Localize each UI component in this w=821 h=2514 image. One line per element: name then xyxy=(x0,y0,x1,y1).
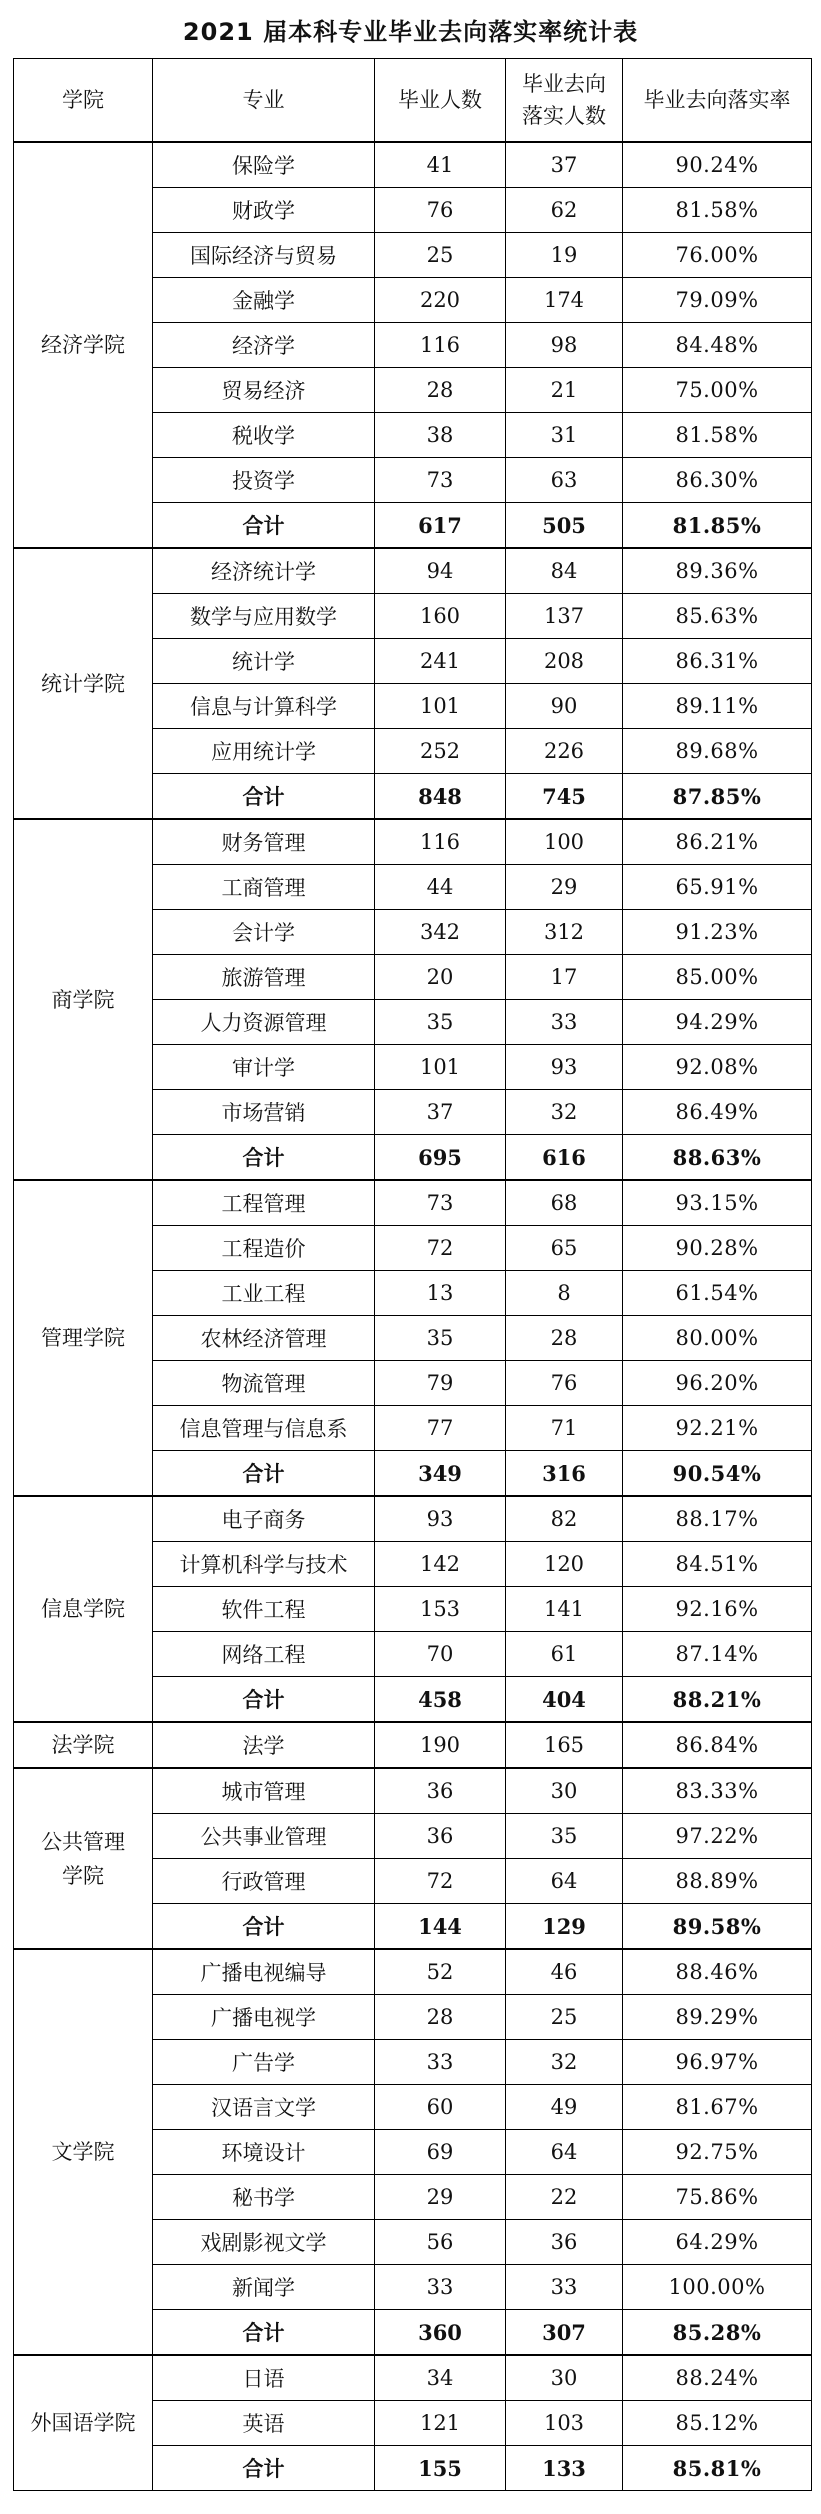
major-cell: 数学与应用数学 xyxy=(153,594,375,639)
rate-cell: 86.31% xyxy=(623,639,812,684)
table-row xyxy=(14,1722,812,1768)
rate-cell: 92.08% xyxy=(623,1045,812,1090)
placed-cell: 8 xyxy=(506,1271,623,1316)
placement-rate-table xyxy=(13,58,812,2491)
rate-cell: 89.36% xyxy=(623,548,812,594)
major-cell: 行政管理 xyxy=(153,1859,375,1904)
table-row xyxy=(14,2355,812,2401)
rate-cell: 61.54% xyxy=(623,1271,812,1316)
total-label: 合计 xyxy=(153,1451,375,1497)
rate-cell: 85.00% xyxy=(623,955,812,1000)
graduates-cell: 60 xyxy=(375,2085,506,2130)
total-label: 合计 xyxy=(153,774,375,820)
major-cell: 信息与计算科学 xyxy=(153,684,375,729)
graduates-cell: 121 xyxy=(375,2401,506,2446)
placed-cell: 90 xyxy=(506,684,623,729)
major-cell: 工程造价 xyxy=(153,1226,375,1271)
graduates-cell: 35 xyxy=(375,1316,506,1361)
rate-cell: 86.49% xyxy=(623,1090,812,1135)
placed-cell: 208 xyxy=(506,639,623,684)
rate-cell: 86.21% xyxy=(623,819,812,865)
major-cell: 经济统计学 xyxy=(153,548,375,594)
graduates-cell: 241 xyxy=(375,639,506,684)
graduates-cell: 94 xyxy=(375,548,506,594)
college-name-cell: 统计学院 xyxy=(14,548,153,819)
rate-cell: 100.00% xyxy=(623,2265,812,2310)
graduates-cell: 34 xyxy=(375,2355,506,2401)
placed-cell: 62 xyxy=(506,188,623,233)
placed-cell: 65 xyxy=(506,1226,623,1271)
rate-cell: 86.84% xyxy=(623,1722,812,1768)
rate-cell: 96.97% xyxy=(623,2040,812,2085)
major-cell: 财务管理 xyxy=(153,819,375,865)
major-cell: 广告学 xyxy=(153,2040,375,2085)
graduates-cell: 44 xyxy=(375,865,506,910)
header-placed-line2: 落实人数 xyxy=(522,104,606,128)
total-rate-cell: 81.85% xyxy=(623,503,812,549)
major-cell: 工业工程 xyxy=(153,1271,375,1316)
table-row xyxy=(14,142,812,188)
rate-cell: 81.58% xyxy=(623,188,812,233)
rate-cell: 76.00% xyxy=(623,233,812,278)
rate-cell: 90.24% xyxy=(623,142,812,188)
graduates-cell: 73 xyxy=(375,458,506,503)
header-graduates: 毕业人数 xyxy=(375,59,506,143)
major-cell: 国际经济与贸易 xyxy=(153,233,375,278)
table-row xyxy=(14,1496,812,1542)
total-graduates-cell: 848 xyxy=(375,774,506,820)
major-cell: 日语 xyxy=(153,2355,375,2401)
rate-cell: 85.63% xyxy=(623,594,812,639)
rate-cell: 92.21% xyxy=(623,1406,812,1451)
rate-cell: 91.23% xyxy=(623,910,812,955)
placed-cell: 64 xyxy=(506,2130,623,2175)
placed-cell: 29 xyxy=(506,865,623,910)
major-cell: 物流管理 xyxy=(153,1361,375,1406)
placed-cell: 32 xyxy=(506,2040,623,2085)
placed-cell: 63 xyxy=(506,458,623,503)
major-cell: 公共事业管理 xyxy=(153,1814,375,1859)
placed-cell: 32 xyxy=(506,1090,623,1135)
total-placed-cell: 129 xyxy=(506,1904,623,1950)
graduates-cell: 28 xyxy=(375,1995,506,2040)
graduates-cell: 252 xyxy=(375,729,506,774)
rate-cell: 65.91% xyxy=(623,865,812,910)
college-name-line: 学院 xyxy=(62,1863,104,1888)
graduates-cell: 37 xyxy=(375,1090,506,1135)
placed-cell: 103 xyxy=(506,2401,623,2446)
placed-cell: 35 xyxy=(506,1814,623,1859)
total-label: 合计 xyxy=(153,2310,375,2356)
college-name-cell: 文学院 xyxy=(14,1949,153,2355)
major-cell: 市场营销 xyxy=(153,1090,375,1135)
total-label: 合计 xyxy=(153,1135,375,1181)
major-cell: 税收学 xyxy=(153,413,375,458)
placed-cell: 33 xyxy=(506,2265,623,2310)
total-graduates-cell: 617 xyxy=(375,503,506,549)
rate-cell: 79.09% xyxy=(623,278,812,323)
rate-cell: 88.89% xyxy=(623,1859,812,1904)
major-cell: 旅游管理 xyxy=(153,955,375,1000)
placed-cell: 31 xyxy=(506,413,623,458)
graduates-cell: 153 xyxy=(375,1587,506,1632)
total-rate-cell: 90.54% xyxy=(623,1451,812,1497)
major-cell: 法学 xyxy=(153,1722,375,1768)
graduates-cell: 116 xyxy=(375,819,506,865)
rate-cell: 97.22% xyxy=(623,1814,812,1859)
rate-cell: 75.00% xyxy=(623,368,812,413)
header-row xyxy=(14,59,812,143)
placed-cell: 93 xyxy=(506,1045,623,1090)
placed-cell: 71 xyxy=(506,1406,623,1451)
table-row xyxy=(14,548,812,594)
rate-cell: 84.48% xyxy=(623,323,812,368)
college-name-cell: 管理学院 xyxy=(14,1180,153,1496)
graduates-cell: 33 xyxy=(375,2040,506,2085)
graduates-cell: 36 xyxy=(375,1768,506,1814)
graduates-cell: 72 xyxy=(375,1859,506,1904)
rate-cell: 83.33% xyxy=(623,1768,812,1814)
total-graduates-cell: 155 xyxy=(375,2446,506,2491)
rate-cell: 88.24% xyxy=(623,2355,812,2401)
major-cell: 汉语言文学 xyxy=(153,2085,375,2130)
total-rate-cell: 85.28% xyxy=(623,2310,812,2356)
total-placed-cell: 505 xyxy=(506,503,623,549)
graduates-cell: 70 xyxy=(375,1632,506,1677)
placed-cell: 165 xyxy=(506,1722,623,1768)
placed-cell: 174 xyxy=(506,278,623,323)
graduates-cell: 56 xyxy=(375,2220,506,2265)
rate-cell: 89.68% xyxy=(623,729,812,774)
placed-cell: 120 xyxy=(506,1542,623,1587)
placed-cell: 49 xyxy=(506,2085,623,2130)
graduates-cell: 342 xyxy=(375,910,506,955)
rate-cell: 93.15% xyxy=(623,1180,812,1226)
placed-cell: 141 xyxy=(506,1587,623,1632)
college-name-cell xyxy=(14,1768,153,1949)
placed-cell: 312 xyxy=(506,910,623,955)
total-placed-cell: 316 xyxy=(506,1451,623,1497)
major-cell: 秘书学 xyxy=(153,2175,375,2220)
table-header xyxy=(14,59,812,143)
major-cell: 环境设计 xyxy=(153,2130,375,2175)
major-cell: 戏剧影视文学 xyxy=(153,2220,375,2265)
total-rate-cell: 85.81% xyxy=(623,2446,812,2491)
major-cell: 广播电视编导 xyxy=(153,1949,375,1995)
placed-cell: 100 xyxy=(506,819,623,865)
total-placed-cell: 307 xyxy=(506,2310,623,2356)
rate-cell: 87.14% xyxy=(623,1632,812,1677)
rate-cell: 94.29% xyxy=(623,1000,812,1045)
graduates-cell: 93 xyxy=(375,1496,506,1542)
rate-cell: 88.17% xyxy=(623,1496,812,1542)
graduates-cell: 142 xyxy=(375,1542,506,1587)
major-cell: 人力资源管理 xyxy=(153,1000,375,1045)
placed-cell: 19 xyxy=(506,233,623,278)
rate-cell: 84.51% xyxy=(623,1542,812,1587)
header-rate: 毕业去向落实率 xyxy=(623,59,812,143)
graduates-cell: 20 xyxy=(375,955,506,1000)
total-graduates-cell: 360 xyxy=(375,2310,506,2356)
placed-cell: 33 xyxy=(506,1000,623,1045)
total-label: 合计 xyxy=(153,503,375,549)
rate-cell: 90.28% xyxy=(623,1226,812,1271)
rate-cell: 75.86% xyxy=(623,2175,812,2220)
graduates-cell: 72 xyxy=(375,1226,506,1271)
major-cell: 贸易经济 xyxy=(153,368,375,413)
major-cell: 计算机科学与技术 xyxy=(153,1542,375,1587)
graduates-cell: 13 xyxy=(375,1271,506,1316)
total-rate-cell: 89.58% xyxy=(623,1904,812,1950)
placed-cell: 30 xyxy=(506,2355,623,2401)
rate-cell: 80.00% xyxy=(623,1316,812,1361)
graduates-cell: 116 xyxy=(375,323,506,368)
college-name-line: 公共管理 xyxy=(41,1829,125,1854)
major-cell: 财政学 xyxy=(153,188,375,233)
major-cell: 网络工程 xyxy=(153,1632,375,1677)
placed-cell: 82 xyxy=(506,1496,623,1542)
header-college: 学院 xyxy=(14,59,153,143)
major-cell: 应用统计学 xyxy=(153,729,375,774)
major-cell: 英语 xyxy=(153,2401,375,2446)
graduates-cell: 79 xyxy=(375,1361,506,1406)
graduates-cell: 76 xyxy=(375,188,506,233)
major-cell: 金融学 xyxy=(153,278,375,323)
rate-cell: 89.29% xyxy=(623,1995,812,2040)
placed-cell: 46 xyxy=(506,1949,623,1995)
college-name-cell: 商学院 xyxy=(14,819,153,1180)
major-cell: 保险学 xyxy=(153,142,375,188)
placed-cell: 21 xyxy=(506,368,623,413)
page-title: 2021 届本科专业毕业去向落实率统计表 xyxy=(182,18,639,46)
rate-cell: 96.20% xyxy=(623,1361,812,1406)
placed-cell: 25 xyxy=(506,1995,623,2040)
major-cell: 工商管理 xyxy=(153,865,375,910)
college-name-cell: 信息学院 xyxy=(14,1496,153,1722)
header-placed-line1: 毕业去向 xyxy=(522,72,606,96)
major-cell: 工程管理 xyxy=(153,1180,375,1226)
rate-cell: 85.12% xyxy=(623,2401,812,2446)
total-rate-cell: 87.85% xyxy=(623,774,812,820)
rate-cell: 88.46% xyxy=(623,1949,812,1995)
total-label: 合计 xyxy=(153,1677,375,1723)
rate-cell: 86.30% xyxy=(623,458,812,503)
placed-cell: 17 xyxy=(506,955,623,1000)
placed-cell: 64 xyxy=(506,1859,623,1904)
college-name-cell: 法学院 xyxy=(14,1722,153,1768)
major-cell: 广播电视学 xyxy=(153,1995,375,2040)
total-graduates-cell: 695 xyxy=(375,1135,506,1181)
graduates-cell: 52 xyxy=(375,1949,506,1995)
major-cell: 信息管理与信息系 xyxy=(153,1406,375,1451)
placed-cell: 22 xyxy=(506,2175,623,2220)
rate-cell: 64.29% xyxy=(623,2220,812,2265)
rate-cell: 81.58% xyxy=(623,413,812,458)
placed-cell: 61 xyxy=(506,1632,623,1677)
placed-cell: 30 xyxy=(506,1768,623,1814)
graduates-cell: 101 xyxy=(375,1045,506,1090)
graduates-cell: 160 xyxy=(375,594,506,639)
graduates-cell: 77 xyxy=(375,1406,506,1451)
table-row xyxy=(14,1768,812,1814)
placed-cell: 68 xyxy=(506,1180,623,1226)
major-cell: 投资学 xyxy=(153,458,375,503)
placed-cell: 137 xyxy=(506,594,623,639)
major-cell: 会计学 xyxy=(153,910,375,955)
placed-cell: 226 xyxy=(506,729,623,774)
total-graduates-cell: 144 xyxy=(375,1904,506,1950)
total-label: 合计 xyxy=(153,1904,375,1950)
table-body xyxy=(14,142,812,2491)
rate-cell: 89.11% xyxy=(623,684,812,729)
graduates-cell: 33 xyxy=(375,2265,506,2310)
major-cell: 软件工程 xyxy=(153,1587,375,1632)
graduates-cell: 35 xyxy=(375,1000,506,1045)
major-cell: 经济学 xyxy=(153,323,375,368)
placed-cell: 28 xyxy=(506,1316,623,1361)
major-cell: 统计学 xyxy=(153,639,375,684)
placed-cell: 37 xyxy=(506,142,623,188)
rate-cell: 81.67% xyxy=(623,2085,812,2130)
total-placed-cell: 745 xyxy=(506,774,623,820)
graduates-cell: 28 xyxy=(375,368,506,413)
graduates-cell: 38 xyxy=(375,413,506,458)
table-row xyxy=(14,819,812,865)
graduates-cell: 29 xyxy=(375,2175,506,2220)
rate-cell: 92.75% xyxy=(623,2130,812,2175)
major-cell: 新闻学 xyxy=(153,2265,375,2310)
placed-cell: 98 xyxy=(506,323,623,368)
total-placed-cell: 133 xyxy=(506,2446,623,2491)
college-name-cell: 外国语学院 xyxy=(14,2355,153,2491)
placed-cell: 36 xyxy=(506,2220,623,2265)
major-cell: 农林经济管理 xyxy=(153,1316,375,1361)
graduates-cell: 190 xyxy=(375,1722,506,1768)
header-major: 专业 xyxy=(153,59,375,143)
graduates-cell: 25 xyxy=(375,233,506,278)
major-cell: 城市管理 xyxy=(153,1768,375,1814)
graduates-cell: 101 xyxy=(375,684,506,729)
rate-cell: 92.16% xyxy=(623,1587,812,1632)
total-label: 合计 xyxy=(153,2446,375,2491)
graduates-cell: 41 xyxy=(375,142,506,188)
graduates-cell: 73 xyxy=(375,1180,506,1226)
college-name-cell: 经济学院 xyxy=(14,142,153,548)
total-placed-cell: 616 xyxy=(506,1135,623,1181)
header-placed xyxy=(506,59,623,143)
total-rate-cell: 88.21% xyxy=(623,1677,812,1723)
table-row xyxy=(14,1949,812,1995)
graduates-cell: 36 xyxy=(375,1814,506,1859)
table-row xyxy=(14,1180,812,1226)
placed-cell: 84 xyxy=(506,548,623,594)
graduates-cell: 69 xyxy=(375,2130,506,2175)
major-cell: 审计学 xyxy=(153,1045,375,1090)
total-graduates-cell: 349 xyxy=(375,1451,506,1497)
graduates-cell: 220 xyxy=(375,278,506,323)
major-cell: 电子商务 xyxy=(153,1496,375,1542)
total-placed-cell: 404 xyxy=(506,1677,623,1723)
placed-cell: 76 xyxy=(506,1361,623,1406)
total-graduates-cell: 458 xyxy=(375,1677,506,1723)
total-rate-cell: 88.63% xyxy=(623,1135,812,1181)
